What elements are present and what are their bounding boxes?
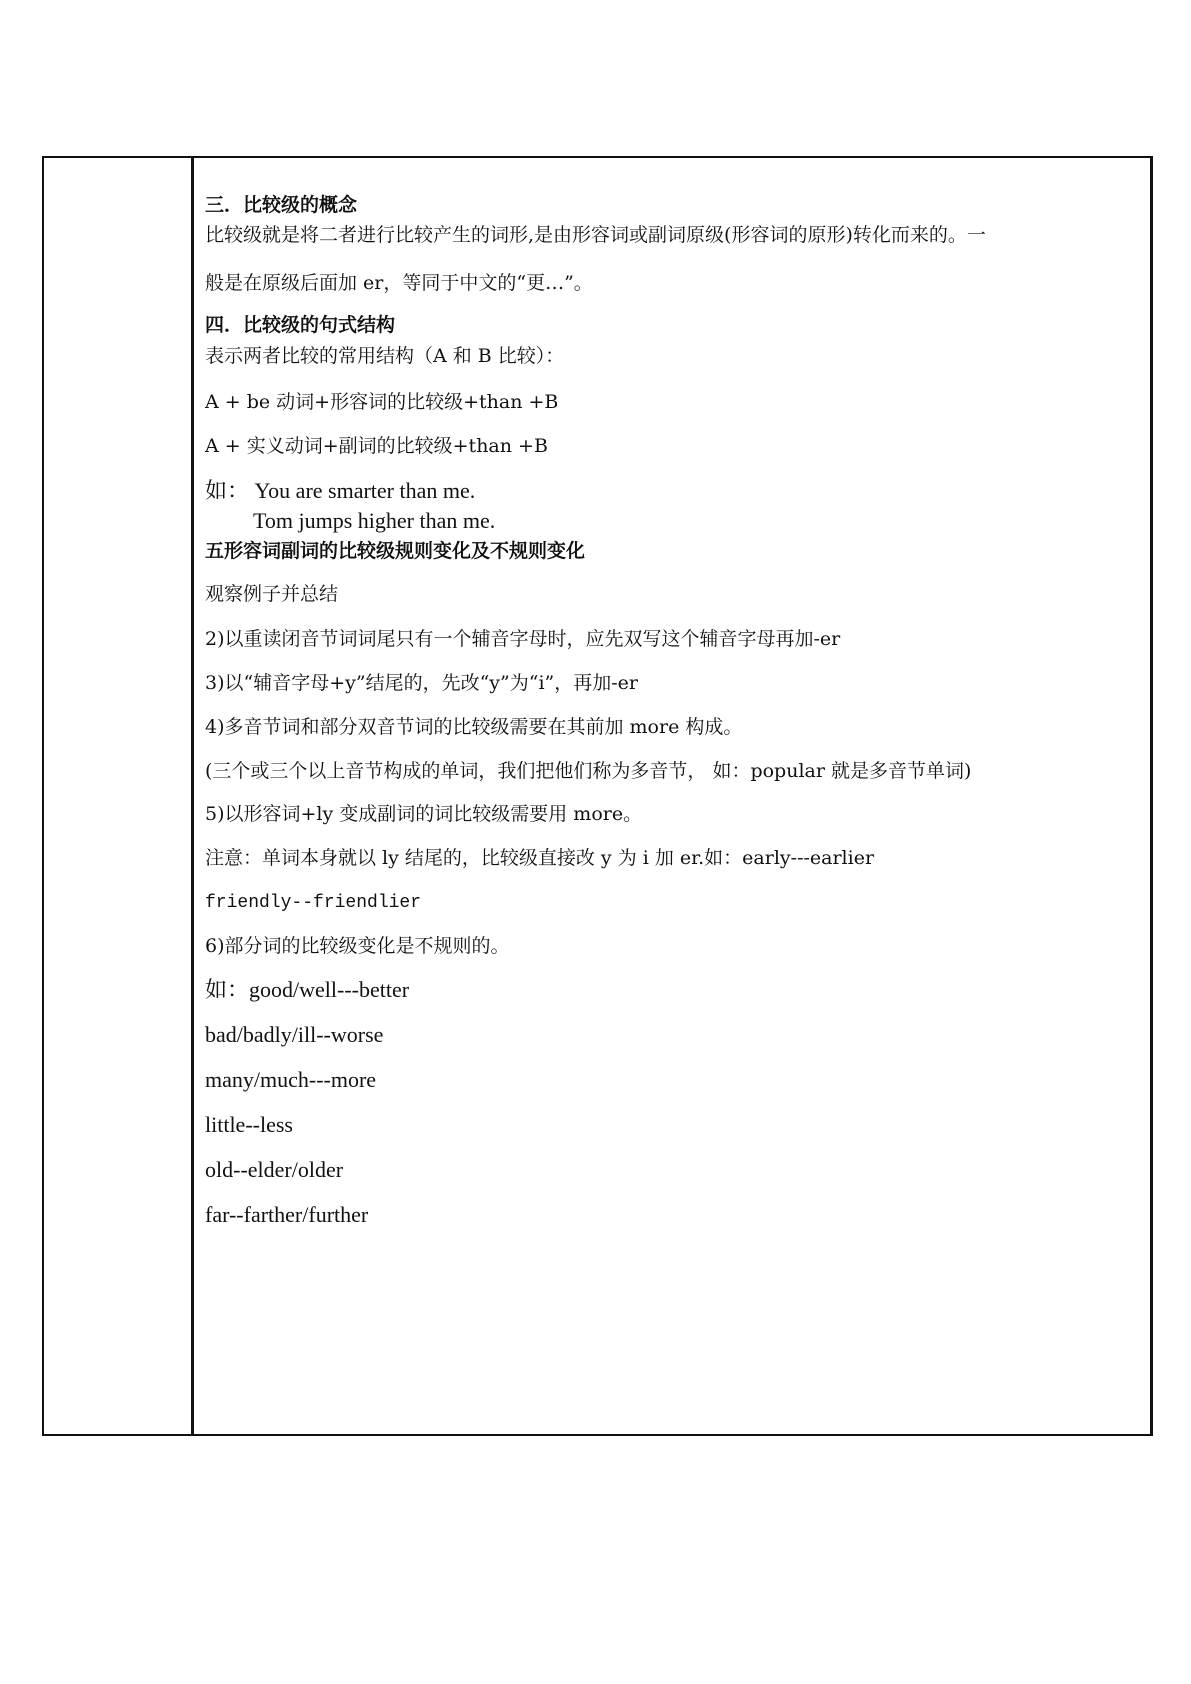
section-3-paragraph-line-1: 比较级就是将二者进行比较产生的词形,是由形容词或副词原级(形容词的原形)转化而来的。一 bbox=[205, 224, 986, 246]
section-5-line-5: (三个或三个以上音节构成的单词，我们把他们称为多音节， 如：popular 就是多音节单词) bbox=[205, 760, 972, 782]
section-3-paragraph-line-2: 般是在原级后面加 er，等同于中文的“更…”。 bbox=[205, 272, 593, 294]
irregular-word-3: many/much---more bbox=[205, 1067, 377, 1092]
section-5-line-8: friendly--friendlier bbox=[205, 893, 422, 913]
irregular-word-6: far--farther/further bbox=[205, 1202, 369, 1227]
irregular-word-2: bad/badly/ill--worse bbox=[205, 1022, 384, 1047]
section-3-title: 三．比较级的概念 bbox=[205, 194, 358, 216]
section-4-formula-1: A + be 动词+形容词的比较级+than +B bbox=[205, 391, 559, 413]
section-5-line-6: 5)以形容词+ly 变成副词的词比较级需要用 more。 bbox=[205, 803, 643, 825]
section-5-line-4: 4)多音节词和部分双音节词的比较级需要在其前加 more 构成。 bbox=[205, 716, 743, 738]
section-4-formula-2: A + 实义动词+副词的比较级+than +B bbox=[205, 435, 548, 457]
irregular-word-5: old--elder/older bbox=[205, 1157, 344, 1182]
section-5-line-1: 观察例子并总结 bbox=[205, 583, 339, 605]
section-4-example-2: Tom jumps higher than me. bbox=[253, 508, 496, 533]
section-4-example-1: 如： You are smarter than me. bbox=[205, 478, 476, 503]
irregular-word-4: little--less bbox=[205, 1112, 293, 1137]
section-5-line-3: 3)以“辅音字母+y”结尾的，先改“y”为“i”，再加-er bbox=[205, 672, 638, 694]
column-divider bbox=[191, 156, 194, 1436]
section-5-line-7: 注意：单词本身就以 ly 结尾的，比较级直接改 y 为 i 加 er.如：early---earlier bbox=[205, 847, 875, 869]
section-5-title: 五形容词副词的比较级规则变化及不规则变化 bbox=[205, 540, 586, 562]
section-5-line-9: 6)部分词的比较级变化是不规则的。 bbox=[205, 935, 510, 957]
section-4-title: 四．比较级的句式结构 bbox=[205, 314, 396, 336]
section-5-line-2: 2)以重读闭音节词词尾只有一个辅音字母时，应先双写这个辅音字母再加-er bbox=[205, 628, 841, 650]
section-4-intro: 表示两者比较的常用结构（A 和 B 比较）： bbox=[205, 345, 565, 367]
irregular-word-1: 如：good/well---better bbox=[205, 977, 410, 1002]
